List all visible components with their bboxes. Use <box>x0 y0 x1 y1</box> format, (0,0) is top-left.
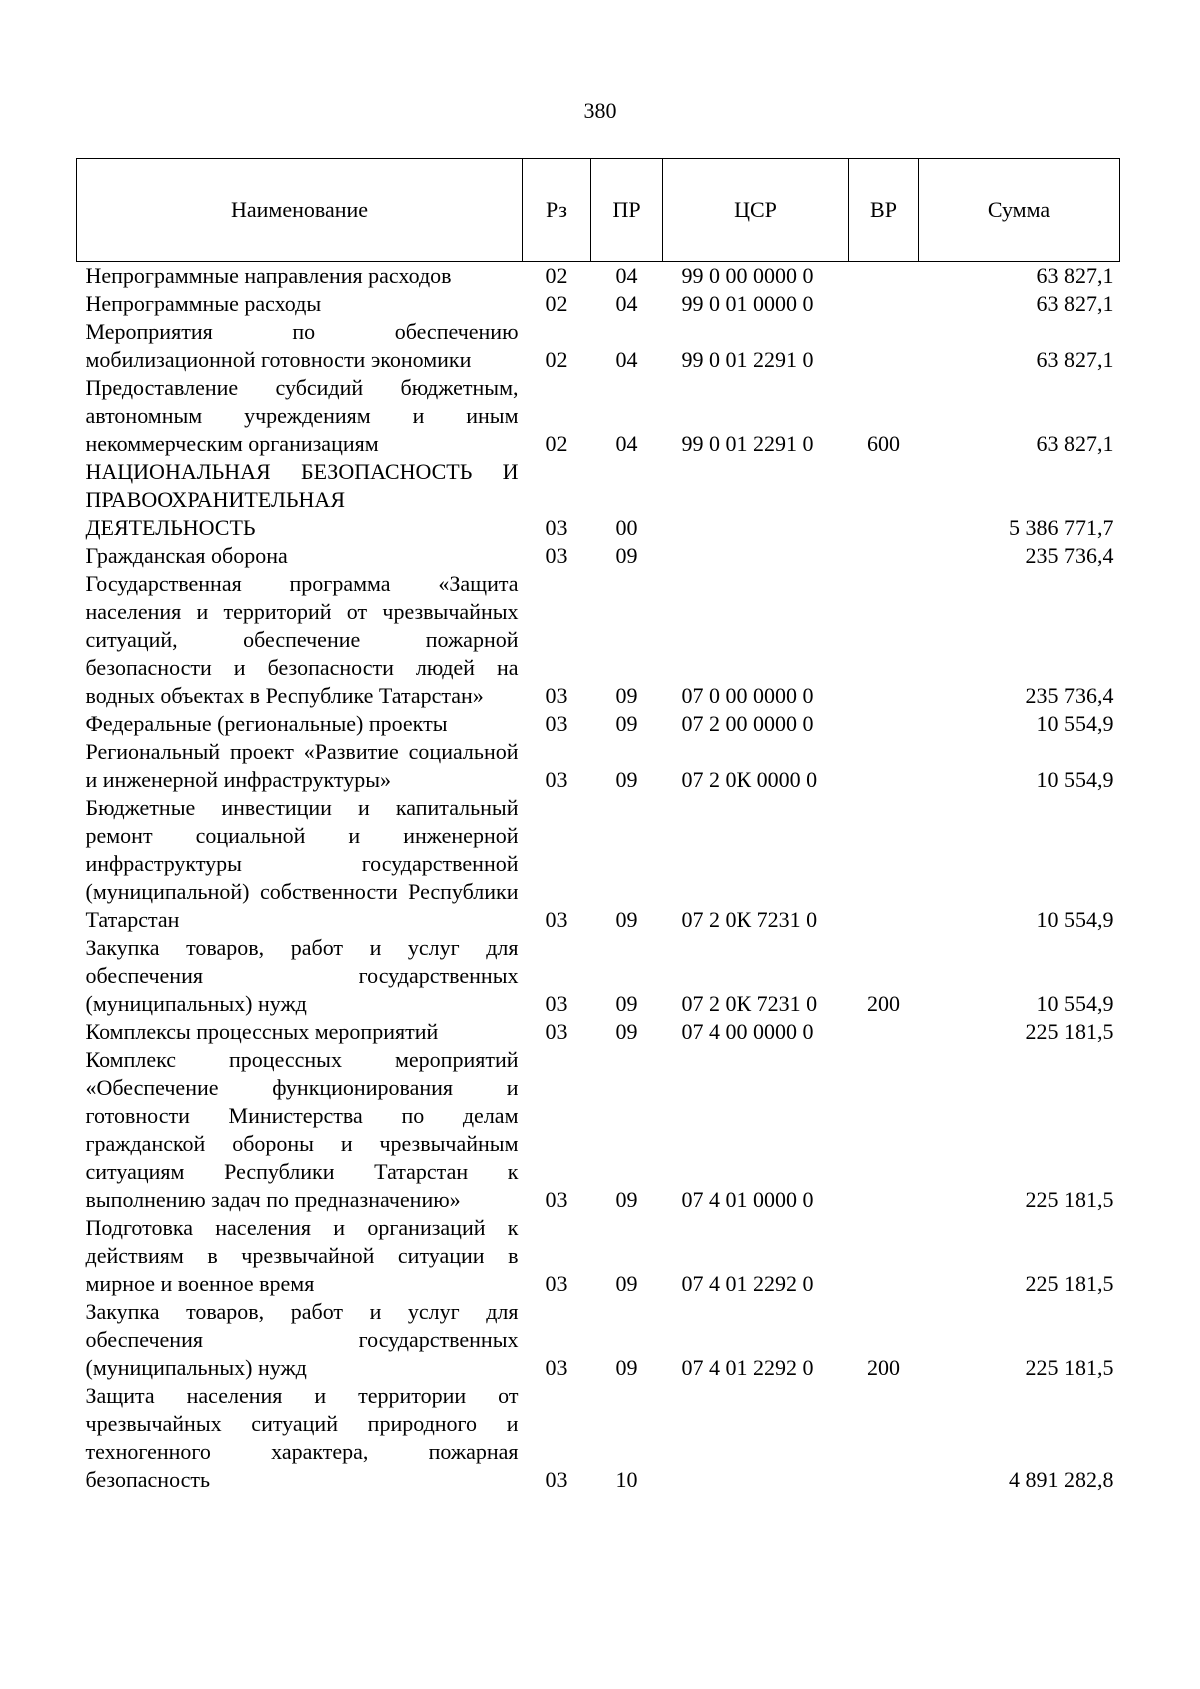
cell-sum: 225 181,5 <box>1025 1187 1114 1212</box>
cell-rz: 03 <box>545 711 568 736</box>
cell-sum: 10 554,9 <box>1036 711 1114 736</box>
table-row <box>77 1298 1120 1382</box>
cell-csr <box>663 542 849 570</box>
cell-sum: 5 386 771,7 <box>1009 515 1114 540</box>
header-csr: ЦСР <box>663 159 849 262</box>
table-row <box>77 1046 1120 1214</box>
header-rz: Рз <box>523 159 591 262</box>
cell-vr <box>849 318 919 374</box>
cell-rz: 03 <box>545 907 568 932</box>
cell-vr <box>849 542 919 570</box>
header-pr: ПР <box>591 159 663 262</box>
cell-rz: 03 <box>545 543 568 568</box>
cell-csr: 99 0 00 0000 0 <box>681 263 814 288</box>
table-header <box>77 159 1120 262</box>
table-row <box>77 542 1120 570</box>
cell-name: Подготовка населения и организаций к действиям в чрезвычайной ситуации в мирное и военное время <box>85 1215 519 1296</box>
cell-csr: 07 2 0К 7231 0 <box>681 991 818 1016</box>
cell-csr: 07 0 00 0000 0 <box>681 683 814 708</box>
cell-sum: 10 554,9 <box>1036 907 1114 932</box>
cell-pr: 04 <box>615 347 638 372</box>
table-row <box>77 262 1120 291</box>
cell-name: Комплекс процессных мероприятий «Обеспечение функционирования и готовности Министерства по делам гражданской обороны и чрезвычайным ситуациям Республики Татарстан к выполнению задач по предназначению» <box>85 1047 519 1212</box>
cell-csr: 07 4 01 0000 0 <box>681 1187 814 1212</box>
cell-sum: 235 736,4 <box>1025 543 1114 568</box>
cell-vr <box>849 570 919 710</box>
cell-rz: 02 <box>545 291 568 316</box>
cell-vr: 200 <box>867 1355 900 1380</box>
cell-vr <box>849 1018 919 1046</box>
table-row <box>77 710 1120 738</box>
cell-vr <box>849 794 919 934</box>
table-row <box>77 1214 1120 1298</box>
cell-csr <box>663 458 849 542</box>
cell-vr <box>849 290 919 318</box>
cell-csr: 07 4 01 2292 0 <box>681 1271 814 1296</box>
cell-pr: 04 <box>615 431 638 456</box>
cell-sum: 235 736,4 <box>1025 683 1114 708</box>
header-vr: ВР <box>849 159 919 262</box>
cell-vr <box>849 262 919 291</box>
cell-sum: 225 181,5 <box>1025 1019 1114 1044</box>
cell-vr <box>849 1382 919 1494</box>
cell-name: Защита населения и территории от чрезвычайных ситуаций природного и техногенного характера, пожарная безопасность <box>85 1383 519 1492</box>
cell-sum: 10 554,9 <box>1036 767 1114 792</box>
cell-pr: 10 <box>615 1467 638 1492</box>
table-row <box>77 1382 1120 1494</box>
cell-sum: 10 554,9 <box>1036 991 1114 1016</box>
table-row <box>77 934 1120 1018</box>
cell-pr: 04 <box>615 291 638 316</box>
cell-pr: 09 <box>615 767 638 792</box>
cell-name: Непрограммные расходы <box>85 291 322 316</box>
table-body <box>77 262 1120 1495</box>
cell-rz: 02 <box>545 347 568 372</box>
cell-csr: 99 0 01 2291 0 <box>681 431 814 456</box>
table-row <box>77 570 1120 710</box>
cell-name: Предоставление субсидий бюджетным, автономным учреждениям и иным некоммерческим организациям <box>85 375 519 456</box>
cell-pr: 09 <box>615 543 638 568</box>
cell-rz: 03 <box>545 1187 568 1212</box>
cell-pr: 00 <box>615 515 638 540</box>
cell-csr: 07 2 00 0000 0 <box>681 711 814 736</box>
table-row <box>77 794 1120 934</box>
cell-csr <box>663 1382 849 1494</box>
cell-sum: 63 827,1 <box>1036 263 1114 288</box>
cell-rz: 03 <box>545 1019 568 1044</box>
cell-csr: 07 2 0К 7231 0 <box>681 907 818 932</box>
cell-pr: 04 <box>615 263 638 288</box>
cell-sum: 225 181,5 <box>1025 1355 1114 1380</box>
budget-table <box>76 158 1120 1494</box>
cell-csr: 99 0 01 0000 0 <box>681 291 814 316</box>
header-sum: Сумма <box>919 159 1120 262</box>
table-row <box>77 374 1120 458</box>
cell-vr: 200 <box>867 991 900 1016</box>
cell-pr: 09 <box>615 907 638 932</box>
cell-csr: 07 4 00 0000 0 <box>681 1019 814 1044</box>
cell-rz: 03 <box>545 1355 568 1380</box>
table-row <box>77 738 1120 794</box>
cell-vr <box>849 1214 919 1298</box>
cell-name: Государственная программа «Защита населения и территорий от чрезвычайных ситуаций, обеспечение пожарной безопасности и безопасности людей на водных объектах в Республике Татарстан» <box>85 571 519 708</box>
cell-rz: 03 <box>545 991 568 1016</box>
table-row <box>77 1018 1120 1046</box>
cell-name: Бюджетные инвестиции и капитальный ремонт социальной и инженерной инфраструктуры государственной (муниципальной) собственности Республики Татарстан <box>85 795 519 932</box>
cell-vr <box>849 1046 919 1214</box>
cell-sum: 225 181,5 <box>1025 1271 1114 1296</box>
table-row <box>77 290 1120 318</box>
cell-pr: 09 <box>615 991 638 1016</box>
cell-rz: 02 <box>545 263 568 288</box>
cell-sum: 4 891 282,8 <box>1009 1467 1114 1492</box>
cell-name: Гражданская оборона <box>85 543 288 568</box>
cell-csr: 07 4 01 2292 0 <box>681 1355 814 1380</box>
cell-name: Закупка товаров, работ и услуг для обеспечения государственных (муниципальных) нужд <box>85 935 519 1016</box>
table-row <box>77 318 1120 374</box>
cell-pr: 09 <box>615 1019 638 1044</box>
cell-name: Непрограммные направления расходов <box>85 263 452 288</box>
cell-rz: 03 <box>545 515 568 540</box>
cell-vr: 600 <box>867 431 900 456</box>
cell-pr: 09 <box>615 711 638 736</box>
header-name: Наименование <box>77 159 523 262</box>
cell-rz: 03 <box>545 1271 568 1296</box>
cell-name: Федеральные (региональные) проекты <box>85 711 448 736</box>
cell-name: Закупка товаров, работ и услуг для обеспечения государственных (муниципальных) нужд <box>85 1299 519 1380</box>
cell-pr: 09 <box>615 683 638 708</box>
cell-pr: 09 <box>615 1355 638 1380</box>
cell-rz: 03 <box>545 1467 568 1492</box>
page-number: 380 <box>583 98 617 123</box>
cell-csr: 07 2 0К 0000 0 <box>681 767 818 792</box>
cell-sum: 63 827,1 <box>1036 431 1114 456</box>
cell-sum: 63 827,1 <box>1036 291 1114 316</box>
cell-sum: 63 827,1 <box>1036 347 1114 372</box>
cell-rz: 03 <box>545 683 568 708</box>
cell-pr: 09 <box>615 1187 638 1212</box>
cell-vr <box>849 458 919 542</box>
cell-csr: 99 0 01 2291 0 <box>681 347 814 372</box>
cell-vr <box>849 738 919 794</box>
table-row <box>77 458 1120 542</box>
cell-name: Мероприятия по обеспечению мобилизационной готовности экономики <box>85 319 519 372</box>
cell-vr <box>849 710 919 738</box>
cell-rz: 03 <box>545 767 568 792</box>
cell-pr: 09 <box>615 1271 638 1296</box>
cell-name: Региональный проект «Развитие социальной и инженерной инфраструктуры» <box>85 739 519 792</box>
cell-name: Комплексы процессных мероприятий <box>85 1019 439 1044</box>
cell-name: НАЦИОНАЛЬНАЯ БЕЗОПАСНОСТЬ И ПРАВООХРАНИТЕЛЬНАЯ ДЕЯТЕЛЬНОСТЬ <box>85 459 519 540</box>
cell-rz: 02 <box>545 431 568 456</box>
